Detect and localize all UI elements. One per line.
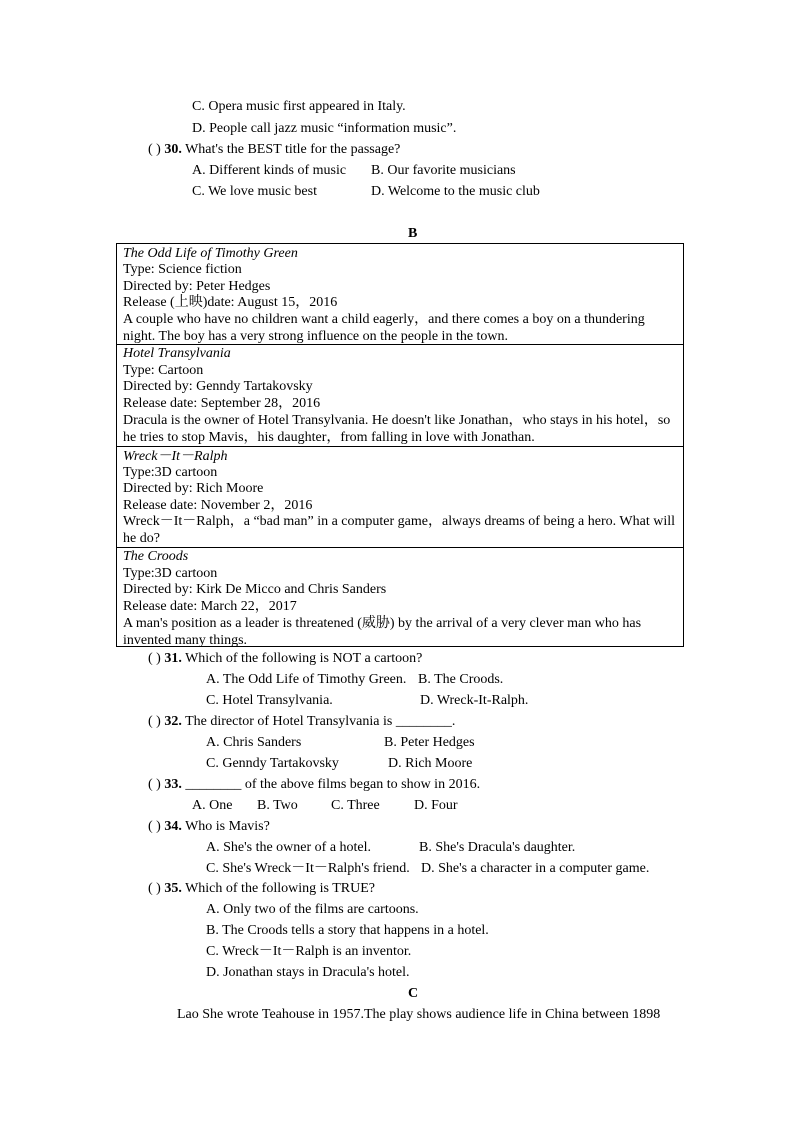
answer-blank[interactable]: ( ): [148, 714, 161, 729]
q30-option-b: B. Our favorite musicians: [371, 163, 516, 178]
answer-blank[interactable]: ( ): [148, 819, 161, 834]
question-30: [148, 141, 400, 159]
q35-option-a: A. Only two of the films are cartoons.: [206, 902, 419, 917]
q35-option-d: D. Jonathan stays in Dracula's hotel.: [206, 965, 410, 980]
q32-option-d: D. Rich Moore: [388, 756, 473, 771]
film-description: Dracula is the owner of Hotel Transylvania. He doesn't like Jonathan，who stays in his hotel，so he tries to stop Mavis，his daughter，from falling in love with Jonathan.: [123, 413, 671, 445]
q31-option-c: C. Hotel Transylvania.: [206, 693, 333, 708]
film-cell: [117, 244, 683, 345]
answer-blank[interactable]: ( ): [148, 651, 161, 666]
question-text: What's the BEST title for the passage?: [185, 142, 401, 157]
film-cell: [117, 447, 683, 548]
question-35: [148, 880, 375, 898]
film-director: Directed by: Genndy Tartakovsky: [123, 379, 313, 394]
film-release: Release date: March 22，2017: [123, 599, 297, 614]
q31-option-b: B. The Croods.: [418, 672, 504, 687]
film-description: A couple who have no children want a child eagerly，and there comes a boy on a thundering night. The boy has a very strong influence on the people in the town.: [123, 312, 645, 344]
film-title: Hotel Transylvania: [123, 346, 231, 361]
q31-option-a: A. The Odd Life of Timothy Green.: [206, 672, 407, 687]
film-description: A man's position as a leader is threatened (威胁) by the arrival of a very clever man who has invented many things.: [123, 616, 642, 648]
film-description: Wreck－It－Ralph，a “bad man” in a computer game，always dreams of being a hero. What will he do?: [123, 514, 675, 546]
film-release: Release (上映)date: August 15，2016: [123, 295, 338, 310]
question-33: [148, 776, 480, 794]
q32-option-a: A. Chris Sanders: [206, 735, 302, 750]
q32-option-c: C. Genndy Tartakovsky: [206, 756, 339, 771]
q30-option-d: D. Welcome to the music club: [371, 184, 540, 199]
film-cell: [117, 548, 683, 646]
q35-option-c: C. Wreck－It－Ralph is an inventor.: [206, 944, 412, 959]
question-32: [148, 713, 455, 731]
answer-blank[interactable]: ( ): [148, 881, 161, 896]
q34-option-c: C. She's Wreck－It－Ralph's friend.: [206, 861, 410, 876]
film-director: Directed by: Rich Moore: [123, 481, 264, 496]
film-title: The Odd Life of Timothy Green: [123, 246, 298, 261]
film-type: Type: Cartoon: [123, 363, 204, 378]
q32-option-b: B. Peter Hedges: [384, 735, 475, 750]
question-text: Who is Mavis?: [185, 819, 270, 834]
question-text: The director of Hotel Transylvania is ________.: [185, 714, 456, 729]
q34-option-d: D. She's a character in a computer game.: [421, 861, 650, 876]
question-text: Which of the following is NOT a cartoon?: [185, 651, 423, 666]
q33-option-c: C. Three: [331, 798, 380, 813]
q35-option-b: B. The Croods tells a story that happens in a hotel.: [206, 923, 489, 938]
film-cell: [117, 345, 683, 447]
question-number: 32.: [164, 714, 182, 729]
q30-option-a: A. Different kinds of music: [192, 163, 347, 178]
section-b-heading: B: [408, 226, 418, 241]
answer-blank[interactable]: ( ): [148, 777, 161, 792]
film-release: Release date: November 2，2016: [123, 498, 313, 513]
film-title: Wreck－It－Ralph: [123, 449, 228, 464]
film-type: Type: Science fiction: [123, 262, 242, 277]
question-number: 33.: [164, 777, 182, 792]
section-c-heading: C: [408, 986, 419, 1001]
film-director: Directed by: Peter Hedges: [123, 279, 271, 294]
question-number: 30.: [164, 142, 182, 157]
q33-option-a: A. One: [192, 798, 233, 813]
film-type: Type:3D cartoon: [123, 465, 218, 480]
q33-option-d: D. Four: [414, 798, 458, 813]
q34-option-a: A. She's the owner of a hotel.: [206, 840, 372, 855]
question-31: [148, 650, 422, 668]
question-text: ________ of the above films began to show in 2016.: [185, 777, 481, 792]
film-title: The Croods: [123, 549, 189, 564]
answer-blank[interactable]: ( ): [148, 142, 161, 157]
question-number: 34.: [164, 819, 182, 834]
q29-option-d: D. People call jazz music “information music”.: [192, 121, 457, 136]
q29-option-c: C. Opera music first appeared in Italy.: [192, 99, 406, 114]
question-text: Which of the following is TRUE?: [185, 881, 375, 896]
section-c-intro: Lao She wrote Teahouse in 1957.The play shows audience life in China between 1898: [177, 1007, 661, 1022]
film-director: Directed by: Kirk De Micco and Chris Sanders: [123, 582, 387, 597]
q31-option-d: D. Wreck-It-Ralph.: [420, 693, 529, 708]
question-number: 35.: [164, 881, 182, 896]
q30-option-c: C. We love music best: [192, 184, 317, 199]
film-release: Release date: September 28，2016: [123, 396, 321, 411]
q33-option-b: B. Two: [257, 798, 298, 813]
q34-option-b: B. She's Dracula's daughter.: [419, 840, 576, 855]
film-type: Type:3D cartoon: [123, 566, 218, 581]
question-34: [148, 818, 270, 836]
question-number: 31.: [164, 651, 182, 666]
film-table: [116, 243, 684, 647]
